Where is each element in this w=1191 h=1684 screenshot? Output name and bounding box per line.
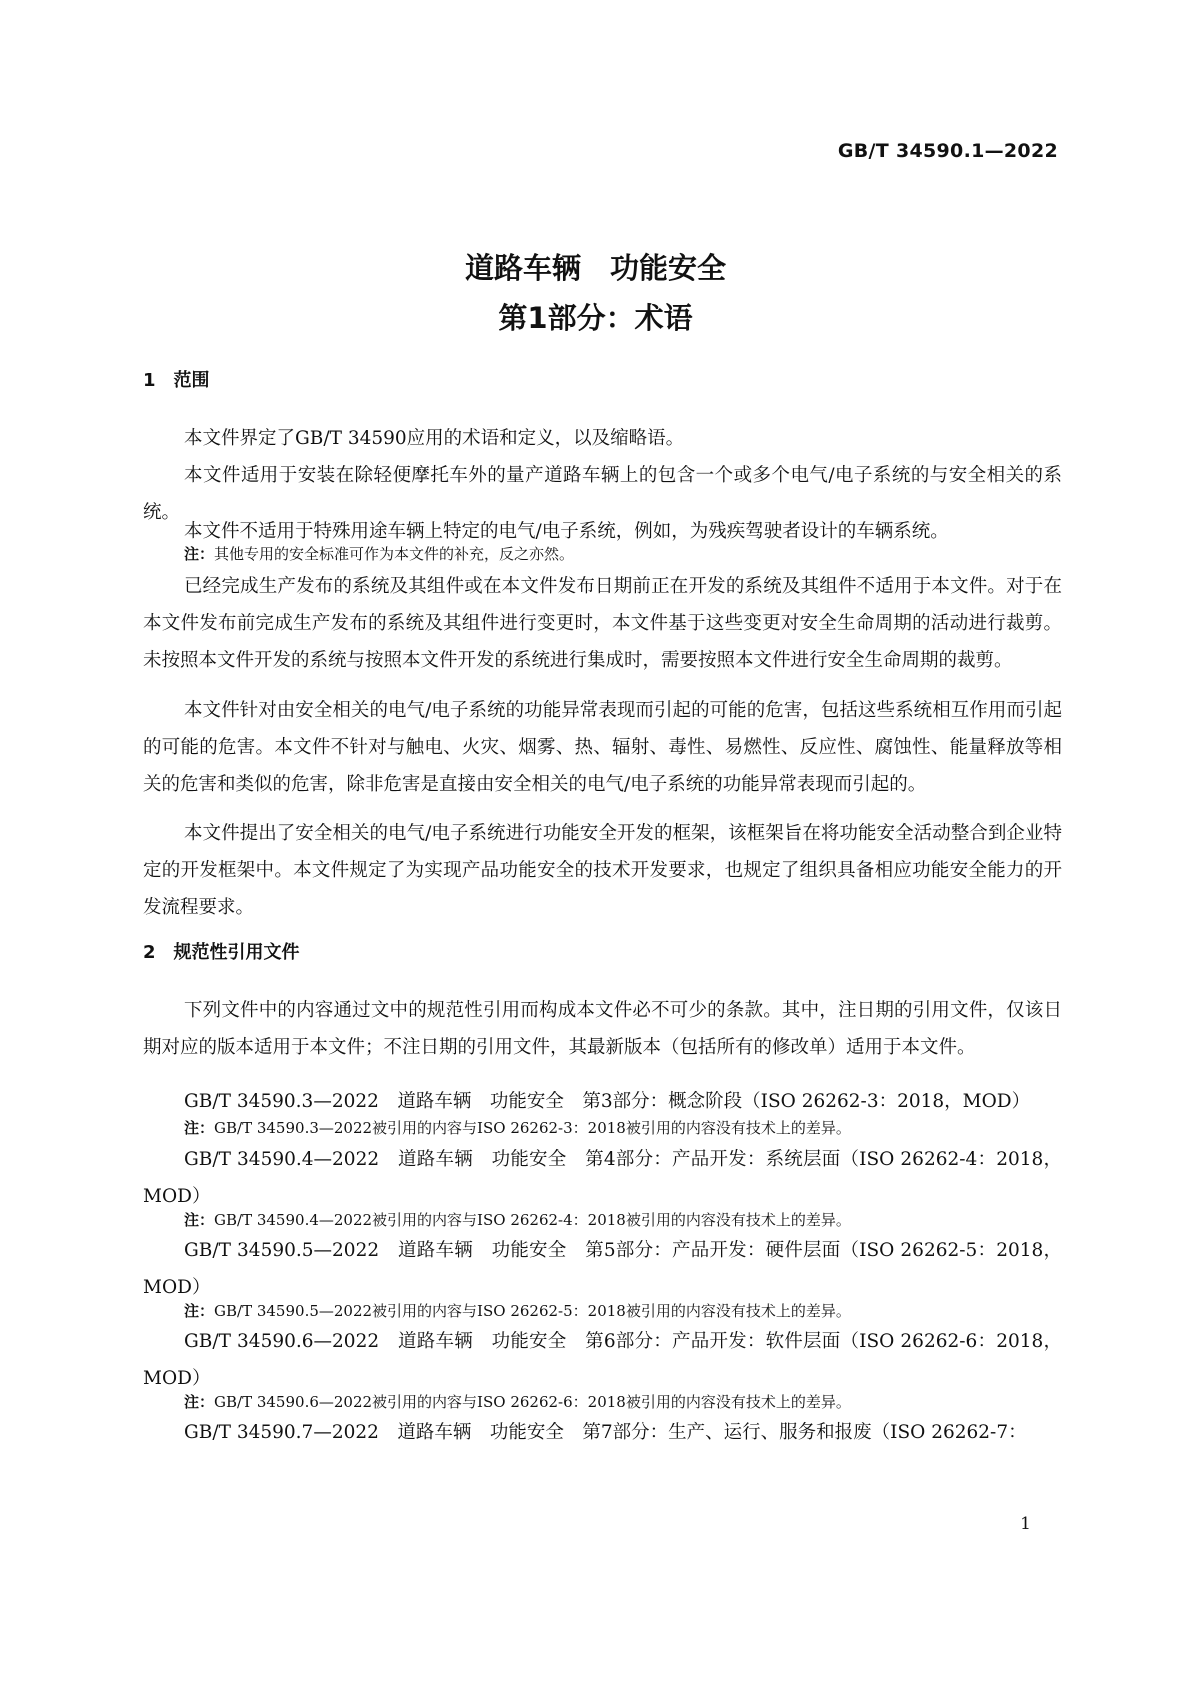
section-2-intro: 下列文件中的内容通过文中的规范性引用而构成本文件必不可少的条款。其中，注日期的引用文件，仅该日期对应的版本适用于本文件；不注日期的引用文件，其最新版本（包括所有的修改单）适用于本文件。: [143, 1000, 1062, 1058]
reference-entry: GB/T 34590.5—2022 道路车辆 功能安全 第5部分：产品开发：硬件层面（ISO 26262-5：2018，MOD）: [143, 1240, 1062, 1298]
note-label: 注：: [184, 1302, 215, 1320]
note-label: 注：: [184, 1211, 215, 1229]
note-text: GB/T 34590.3—2022被引用的内容与ISO 26262-3：2018被引用的内容没有技术上的差异。: [214, 1119, 851, 1137]
note-label: 注：: [184, 545, 215, 563]
section-1-note: [184, 543, 1062, 565]
section-2-heading: 2 规范性引用文件: [143, 942, 300, 963]
section-1-heading: 1 范围: [143, 370, 210, 391]
section-1-paragraph: 本文件适用于安装在除轻便摩托车外的量产道路车辆上的包含一个或多个电气/电子系统的与安全相关的系统。: [143, 465, 1062, 523]
note-text: GB/T 34590.4—2022被引用的内容与ISO 26262-4：2018被引用的内容没有技术上的差异。: [214, 1211, 851, 1229]
reference-note: [184, 1209, 1062, 1231]
note-text: GB/T 34590.6—2022被引用的内容与ISO 26262-6：2018被引用的内容没有技术上的差异。: [214, 1393, 851, 1411]
reference-entry: GB/T 34590.4—2022 道路车辆 功能安全 第4部分：产品开发：系统层面（ISO 26262-4：2018，MOD）: [143, 1149, 1062, 1207]
note-label: 注：: [184, 1119, 215, 1137]
title-line-1: 道路车辆 功能安全: [464, 251, 726, 285]
title-line-2: 第1部分：术语: [498, 301, 693, 335]
section-1-paragraph: 已经完成生产发布的系统及其组件或在本文件发布日期前正在开发的系统及其组件不适用于本文件。对于在本文件发布前完成生产发布的系统及其组件进行变更时，本文件基于这些变更对安全生命周期的活动进行裁剪。未按照本文件开发的系统与按照本文件开发的系统进行集成时，需要按照本文件进行安全生命周期的裁剪。: [143, 576, 1062, 671]
document-title: [0, 243, 1191, 343]
reference-entry: GB/T 34590.6—2022 道路车辆 功能安全 第6部分：产品开发：软件层面（ISO 26262-6：2018，MOD）: [143, 1331, 1062, 1389]
reference-entry: GB/T 34590.7—2022 道路车辆 功能安全 第7部分：生产、运行、服务和报废（ISO 26262-7：: [184, 1422, 1027, 1443]
reference-note: [184, 1117, 1062, 1139]
reference-note: [184, 1391, 1062, 1413]
section-1-paragraph: 本文件提出了安全相关的电气/电子系统进行功能安全开发的框架，该框架旨在将功能安全活动整合到企业特定的开发框架中。本文件规定了为实现产品功能安全的技术开发要求，也规定了组织具备相应功能安全能力的开发流程要求。: [143, 823, 1062, 918]
section-1-paragraph: 本文件针对由安全相关的电气/电子系统的功能异常表现而引起的可能的危害，包括这些系统相互作用而引起的可能的危害。本文件不针对与触电、火灾、烟雾、热、辐射、毒性、易燃性、反应性、腐蚀性、能量释放等相关的危害和类似的危害，除非危害是直接由安全相关的电气/电子系统的功能异常表现而引起的。: [143, 700, 1062, 795]
note-label: 注：: [184, 1393, 215, 1411]
note-text: GB/T 34590.5—2022被引用的内容与ISO 26262-5：2018被引用的内容没有技术上的差异。: [214, 1302, 851, 1320]
section-1-paragraph: 本文件不适用于特殊用途车辆上特定的电气/电子系统，例如，为残疾驾驶者设计的车辆系统。: [184, 521, 949, 542]
reference-entry: GB/T 34590.3—2022 道路车辆 功能安全 第3部分：概念阶段（ISO 26262-3：2018，MOD）: [184, 1091, 1031, 1112]
reference-note: [184, 1300, 1062, 1322]
standard-number: GB/T 34590.1—2022: [837, 140, 1058, 162]
note-text: 其他专用的安全标准可作为本文件的补充，反之亦然。: [214, 545, 575, 563]
page-number: 1: [1020, 1514, 1031, 1534]
section-1-paragraph: 本文件界定了GB/T 34590应用的术语和定义，以及缩略语。: [184, 428, 685, 449]
